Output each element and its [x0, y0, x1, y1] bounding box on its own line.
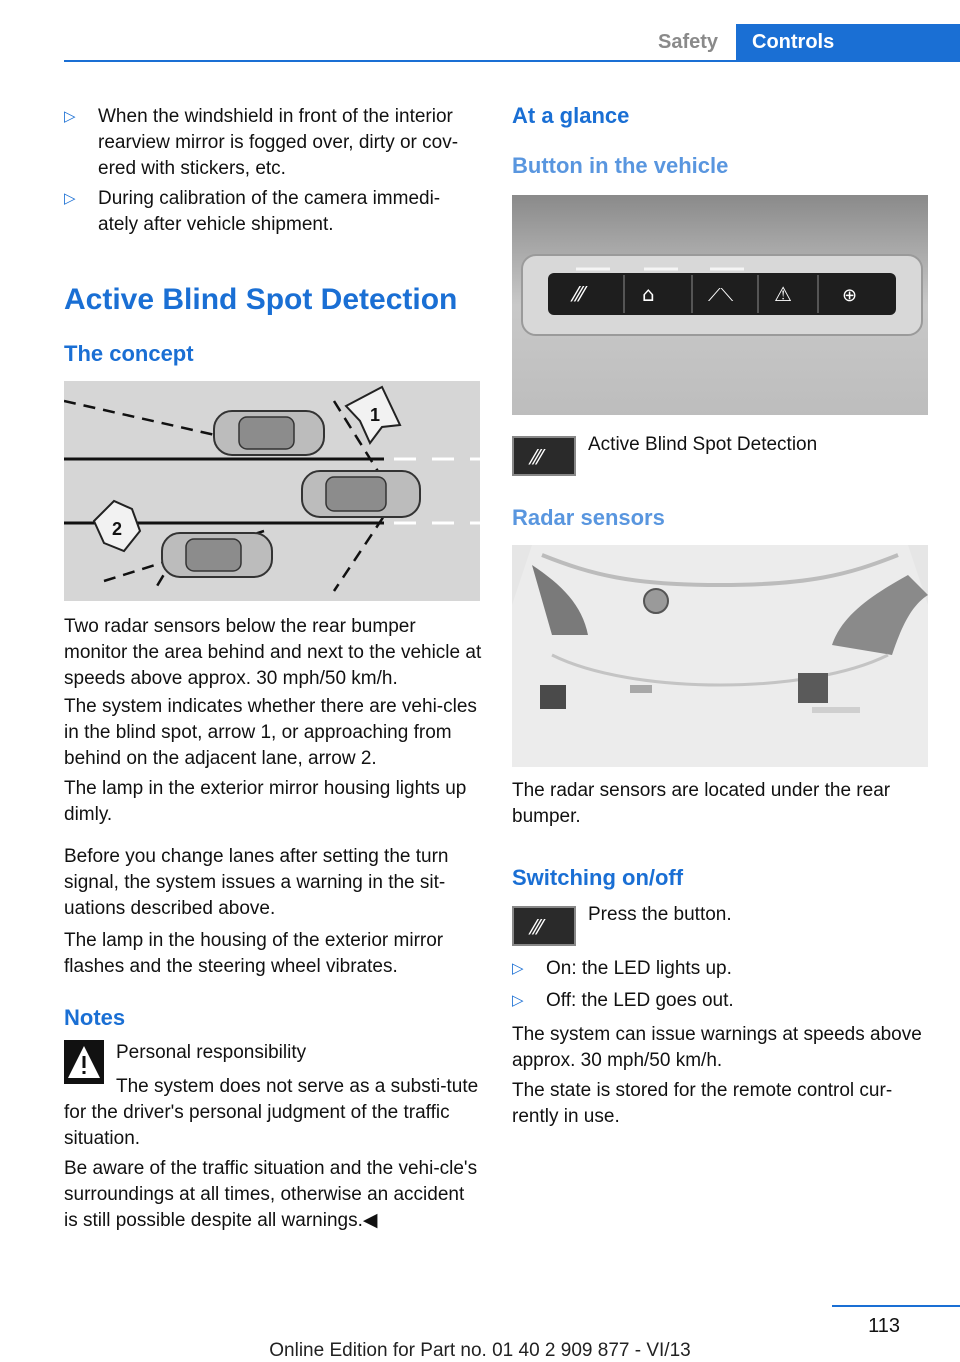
triangle-bullet-icon: ▷ — [512, 992, 524, 1009]
blind-spot-button-icon — [512, 906, 576, 946]
radar-caption: The radar sensors are located under the rear bumper. — [512, 780, 891, 827]
concept-paragraph-5: The lamp in the housing of the exterior mirror flashes and the steering wheel vibrates. — [64, 930, 444, 977]
svg-text:⚠: ⚠ — [774, 282, 792, 306]
triangle-bullet-icon: ▷ — [512, 960, 524, 977]
chapter-tab-controls[interactable]: Controls — [736, 24, 960, 61]
warning-text: The system does not serve as a substi-tute for the driver's personal judgment of the traffic situation. — [64, 1076, 479, 1149]
button-caption: Active Blind Spot Detection — [588, 434, 818, 455]
list-item: ▷ During calibration of the camera immedi-ately after vehicle shipment. — [64, 188, 441, 235]
section-title: Active Blind Spot Detection — [64, 283, 458, 316]
button-heading: Button in the vehicle — [512, 153, 729, 178]
svg-text:⌂: ⌂ — [642, 282, 655, 306]
arrow-2-label: 2 — [112, 519, 123, 539]
section-tab-safety[interactable]: Safety — [657, 31, 719, 53]
page-number: 113 — [868, 1315, 900, 1337]
svg-text:⁄⁄⁄: ⁄⁄⁄ — [532, 915, 543, 939]
switch-heading: Switching on/off — [512, 865, 684, 890]
warning-text-2: Be aware of the traffic situation and the vehi-cle's surroundings at all times, otherwise an accident is still possible despite all warnings.◀ — [64, 1158, 478, 1231]
concept-paragraph-1: Two radar sensors below the rear bumper monitor the area behind and next to the vehicle at speeds above approx. 30 mph/50 km/h. — [64, 616, 482, 689]
arrow-1-label: 1 — [370, 405, 381, 425]
triangle-bullet-icon: ▷ — [64, 190, 76, 207]
car-icon — [302, 471, 420, 517]
radar-heading: Radar sensors — [512, 505, 665, 530]
at-a-glance-heading: At a glance — [512, 103, 630, 128]
car-icon — [214, 411, 324, 455]
concept-paragraph-3: The lamp in the exterior mirror housing lights up dimly. — [64, 778, 467, 825]
edition-footer: Online Edition for Part no. 01 40 2 909 877 - VI/13 — [269, 1340, 691, 1361]
header-rule — [64, 60, 960, 62]
concept-paragraph-2: The system indicates whether there are vehi-cles in the blind spot, arrow 1, or approaching from behind on the adjacent lane, arrow 2. — [64, 696, 477, 769]
notes-heading: Notes — [64, 1005, 126, 1030]
list-item: ▷ On: the LED lights up. — [512, 956, 928, 984]
footer-rule — [832, 1305, 960, 1307]
right-paragraph-1: The system can issue warnings at speeds above approx. 30 mph/50 km/h. — [512, 1024, 922, 1071]
radar-sensors-photo — [512, 545, 928, 767]
svg-text:⁄⁄⁄: ⁄⁄⁄ — [532, 445, 543, 469]
triangle-bullet-icon: ▷ — [64, 108, 76, 125]
list-item: ▷ When the windshield in front of the interior rearview mirror is fogged over, dirty or cov-ered with stickers, etc. — [64, 106, 459, 179]
list-item: ▷ Off: the LED goes out. — [512, 988, 928, 1016]
right-paragraph-2: The state is stored for the remote control cur-rently in use. — [512, 1080, 893, 1127]
svg-text:⊕: ⊕ — [842, 285, 858, 306]
button-panel-photo — [512, 195, 928, 415]
warning-title: Personal responsibility — [116, 1042, 307, 1063]
blind-spot-diagram — [64, 381, 480, 601]
press-text: Press the button. — [588, 904, 732, 925]
concept-paragraph-4: Before you change lanes after setting the turn signal, the system issues a warning in the sit-uations described above. — [64, 846, 449, 919]
concept-heading: The concept — [64, 341, 194, 366]
blind-spot-button-icon — [512, 436, 576, 476]
svg-text:⁄⁄⁄: ⁄⁄⁄ — [574, 282, 585, 306]
svg-text:⟋⟍: ⟋⟍ — [708, 285, 734, 306]
car-icon — [162, 533, 272, 577]
